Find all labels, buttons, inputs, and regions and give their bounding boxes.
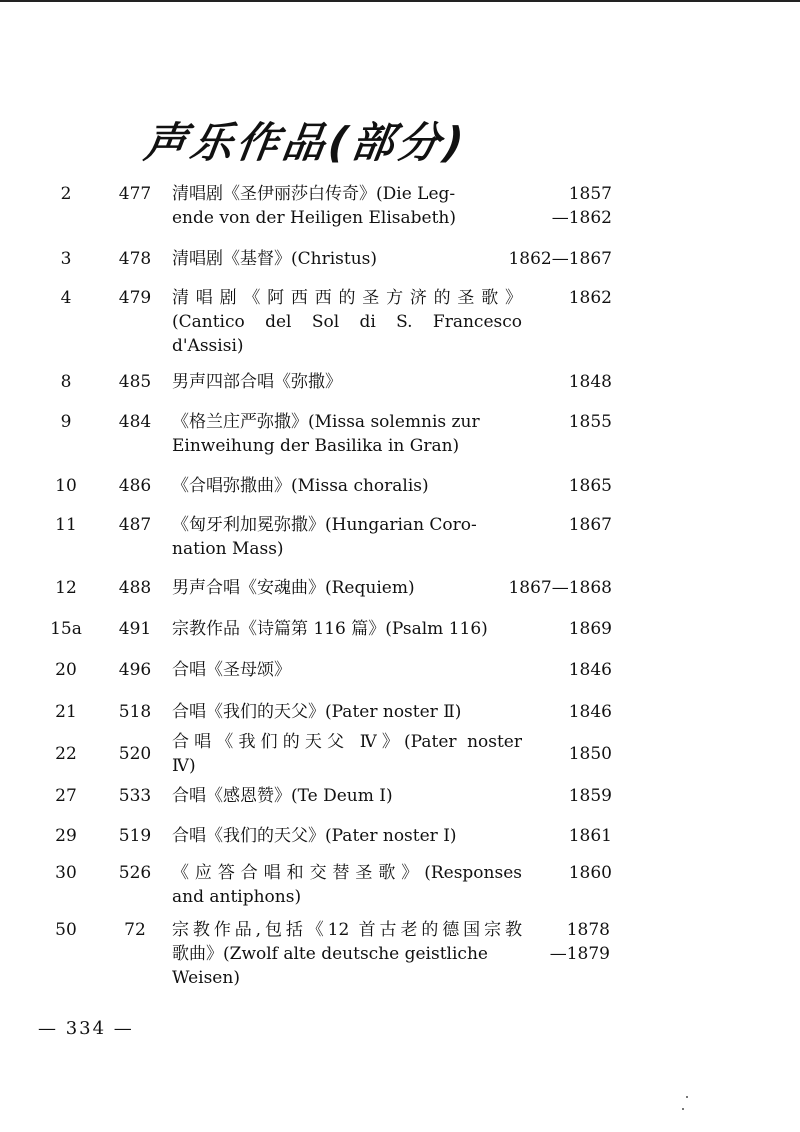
work-title-line: Weisen): [172, 968, 240, 988]
work-year-line: 1862: [568, 288, 612, 308]
work-year-line: 1861: [568, 826, 612, 846]
work-title: [172, 474, 522, 498]
work-title-line: Einweihung der Basilika in Gran): [172, 436, 460, 456]
work-year: [569, 784, 612, 808]
work-title: [172, 513, 522, 561]
work-year-line: 1848: [568, 372, 612, 392]
work-year-line: 1850: [568, 744, 612, 764]
top-rule: [0, 0, 800, 2]
work-title: [172, 247, 522, 271]
work-year-line: 1857: [568, 184, 612, 204]
work-title-line: 男声四部合唱《弥撒》: [172, 372, 342, 392]
catalogue-number: 485: [118, 372, 152, 392]
work-title: [172, 730, 522, 778]
work-title: [172, 784, 522, 808]
work-title-line: Ⅳ): [172, 756, 196, 776]
work-title-line: and antiphons): [172, 887, 302, 907]
work-number: 11: [55, 515, 77, 535]
work-year: [569, 861, 612, 885]
work-year-line: 1867: [568, 515, 612, 535]
work-number: 27: [55, 786, 77, 806]
work-title: [172, 576, 522, 600]
work-title-line: 《匈牙利加冕弥撒》(Hungarian Coro-: [172, 515, 477, 535]
work-title-line: 宗教作品,包括《12 首古老的德国宗教: [172, 920, 522, 940]
work-title: [172, 861, 522, 909]
work-year: [508, 576, 612, 600]
catalogue-number: 484: [118, 412, 152, 432]
work-year: [569, 286, 612, 310]
work-title-line: 男声合唱《安魂曲》(Requiem): [172, 578, 415, 598]
work-title-line: d'Assisi): [172, 336, 244, 356]
catalogue-number: 526: [118, 863, 152, 883]
work-year: [569, 513, 612, 537]
page-number: — 334 —: [38, 1018, 134, 1039]
work-number: 20: [55, 660, 77, 680]
page-title: 声乐作品(部分): [141, 118, 471, 167]
work-title-line: 合唱《我们的天父 Ⅳ》(Pater noster: [172, 732, 522, 752]
work-title: [172, 182, 522, 230]
catalogue-number: 477: [118, 184, 152, 204]
work-title-line: 清唱剧《阿西西的圣方济的圣歌》: [172, 288, 522, 308]
work-number: 29: [55, 826, 77, 846]
work-title-line: ende von der Heiligen Elisabeth): [172, 208, 457, 228]
work-year-line: 1855: [568, 412, 612, 432]
work-year: [569, 658, 612, 682]
work-year: [550, 918, 610, 966]
work-number: 15a: [50, 619, 82, 639]
work-number: 3: [60, 249, 72, 269]
work-year: [569, 617, 612, 641]
work-title: [172, 824, 522, 848]
work-title-line: 《合唱弥撒曲》(Missa choralis): [172, 476, 429, 496]
catalogue-number: 488: [118, 578, 152, 598]
work-year: [569, 370, 612, 394]
catalogue-number: 496: [118, 660, 152, 680]
work-year-line: —1879: [549, 944, 610, 964]
catalogue-number: 519: [118, 826, 152, 846]
work-number: 50: [55, 920, 77, 940]
work-title-line: 歌曲》(Zwolf alte deutsche geistliche: [172, 944, 488, 964]
catalogue-number: 491: [118, 619, 152, 639]
work-number: 2: [60, 184, 72, 204]
work-title-line: 清唱剧《基督》(Christus): [172, 249, 378, 269]
work-title-line: 《格兰庄严弥撒》(Missa solemnis zur: [172, 412, 480, 432]
work-title-line: 合唱《感恩赞》(Te Deum I): [172, 786, 393, 806]
scan-speck: [686, 1096, 688, 1098]
work-year: [552, 182, 612, 230]
work-title-line: (Cantico del Sol di S. Francesco: [172, 312, 522, 332]
work-title: [172, 370, 522, 394]
work-title-line: 清唱剧《圣伊丽莎白传奇》(Die Leg-: [172, 184, 456, 204]
work-year-line: 1869: [568, 619, 612, 639]
catalogue-number: 533: [118, 786, 152, 806]
work-year-line: 1859: [568, 786, 612, 806]
work-number: 4: [60, 288, 72, 308]
work-year-line: 1846: [568, 702, 612, 722]
work-title-line: nation Mass): [172, 539, 284, 559]
work-year: [569, 700, 612, 724]
work-number: 30: [55, 863, 77, 883]
work-number: 8: [60, 372, 72, 392]
catalogue-number: 518: [118, 702, 152, 722]
work-number: 21: [55, 702, 77, 722]
work-year-line: 1878: [566, 920, 610, 940]
work-year-line: 1860: [568, 863, 612, 883]
work-year-line: 1862—1867: [508, 249, 612, 269]
work-year: [569, 824, 612, 848]
work-year: [569, 742, 612, 766]
work-title: [172, 700, 522, 724]
work-year: [569, 410, 612, 434]
work-title-line: 合唱《我们的天父》(Pater noster I): [172, 826, 457, 846]
work-number: 12: [55, 578, 77, 598]
work-title-line: 合唱《我们的天父》(Pater noster Ⅱ): [172, 702, 462, 722]
work-number: 10: [55, 476, 77, 496]
work-title: [172, 617, 522, 641]
work-number: 22: [55, 744, 77, 764]
work-title: [172, 410, 522, 458]
work-number: 9: [60, 412, 72, 432]
catalogue-number: 520: [118, 744, 152, 764]
work-year: [569, 474, 612, 498]
catalogue-number: 478: [118, 249, 152, 269]
work-title: [172, 918, 522, 990]
work-title: [172, 286, 522, 358]
work-year: [508, 247, 612, 271]
scan-speck: [682, 1108, 684, 1110]
work-year-line: —1862: [551, 208, 612, 228]
work-title-line: 宗教作品《诗篇第 116 篇》(Psalm 116): [172, 619, 488, 639]
work-year-line: 1846: [568, 660, 612, 680]
catalogue-number: 487: [118, 515, 152, 535]
work-title-line: 《应答合唱和交替圣歌》(Responses: [172, 863, 522, 883]
work-title-line: 合唱《圣母颂》: [172, 660, 291, 680]
work-year-line: 1865: [568, 476, 612, 496]
catalogue-number: 486: [118, 476, 152, 496]
catalogue-number: 479: [118, 288, 152, 308]
catalogue-number: 72: [124, 920, 146, 940]
work-year-line: 1867—1868: [508, 578, 612, 598]
work-title: [172, 658, 522, 682]
